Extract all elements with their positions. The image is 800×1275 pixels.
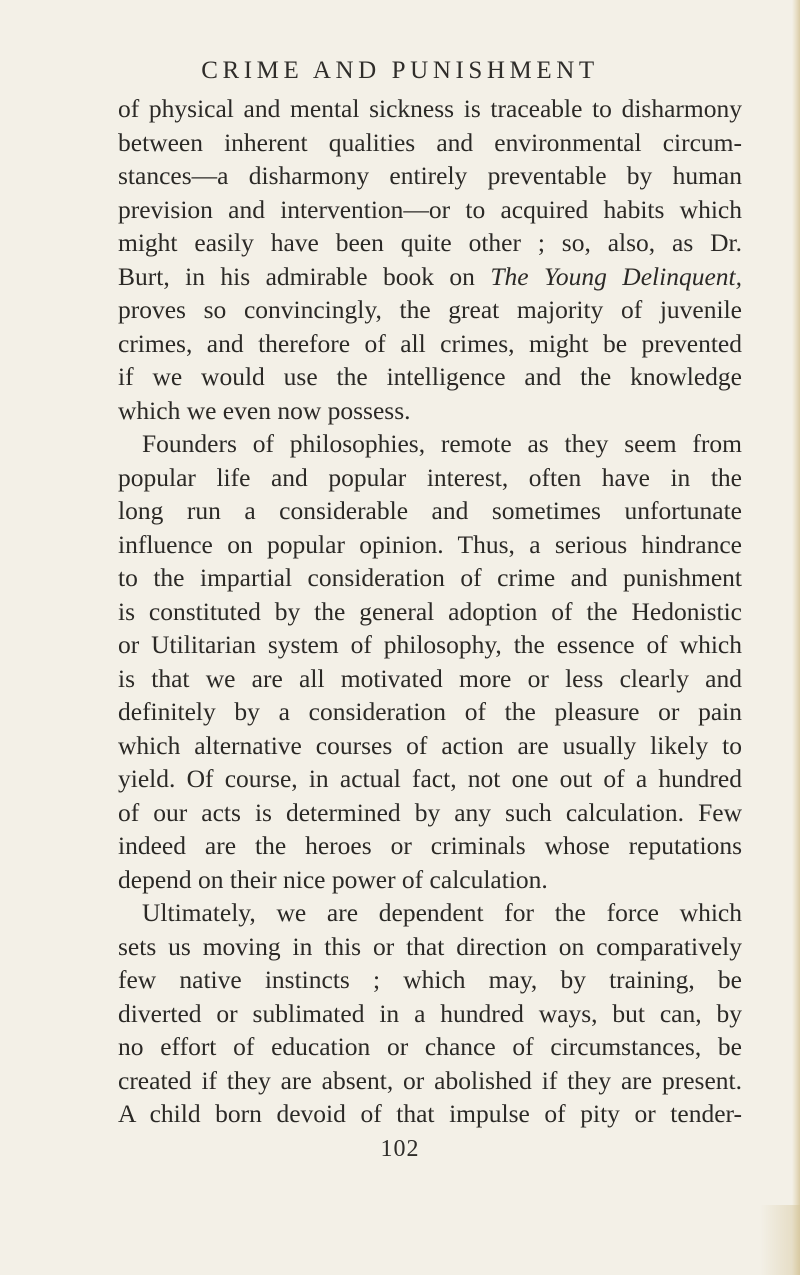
- text-line: influence on popular opinion. Thus, a serious hindrance: [118, 529, 742, 559]
- text-line: stances—a disharmony entirely preventable by human: [118, 161, 742, 190]
- text-line: prevision and intervention—or to acquired habits which: [118, 194, 742, 224]
- text-line: of our acts is determined by any such calculation. Few: [118, 797, 742, 827]
- text-line: or Utilitarian system of philosophy, the essence of which: [118, 630, 742, 659]
- text-line: no effort of education or chance of circumstances, be: [118, 1032, 742, 1061]
- text-line: popular life and popular interest, often have in the: [118, 462, 742, 492]
- text-line: few native instincts ; which may, by training, be: [118, 965, 742, 994]
- text-line: between inherent qualities and environmental circum-: [118, 127, 742, 157]
- text-line: if we would use the intelligence and the knowledge: [118, 362, 742, 391]
- body-text: [118, 92, 742, 1131]
- text-line: to the impartial consideration of crime and punishment: [118, 563, 742, 592]
- text-line: Founders of philosophies, remote as they seem from: [142, 429, 742, 458]
- page-corner-stain: [760, 1205, 800, 1275]
- text-run: Burt, in his admirable book on: [118, 261, 491, 291]
- text-line: sets us moving in this or that direction on comparatively: [118, 931, 742, 961]
- text-line: is constituted by the general adoption of the Hedonistic: [118, 596, 742, 626]
- book-title: The Young Delinquent,: [490, 261, 742, 291]
- text-line: might easily have been quite other ; so, also, as Dr.: [118, 228, 742, 257]
- text-line: depend on their nice power of calculation.: [118, 864, 548, 894]
- text-line: definitely by a consideration of the pleasure or pain: [118, 697, 742, 726]
- text-line: indeed are the heroes or criminals whose reputations: [118, 831, 742, 860]
- text-line: of physical and mental sickness is traceable to disharmony: [118, 94, 742, 123]
- text-line: which alternative courses of action are usually likely to: [118, 730, 742, 760]
- text-line: yield. Of course, in actual fact, not one out of a hundred: [118, 764, 742, 793]
- running-head: CRIME AND PUNISHMENT: [201, 57, 599, 84]
- page-edge-shadow: [792, 0, 800, 1275]
- text-line: diverted or sublimated in a hundred ways, but can, by: [118, 998, 742, 1028]
- text-line: which we even now possess.: [118, 395, 411, 425]
- text-line: is that we are all motivated more or less clearly and: [118, 663, 742, 693]
- text-line: long run a considerable and sometimes unfortunate: [118, 496, 742, 525]
- text-line: crimes, and therefore of all crimes, might be prevented: [118, 328, 742, 358]
- page-number: 102: [380, 1136, 420, 1162]
- text-line: A child born devoid of that impulse of pity or tender-: [118, 1099, 742, 1128]
- text-line: created if they are absent, or abolished if they are present.: [118, 1065, 742, 1095]
- text-line: Ultimately, we are dependent for the force which: [142, 898, 742, 927]
- text-line: proves so convincingly, the great majority of juvenile: [118, 295, 742, 324]
- text-line: [118, 260, 742, 294]
